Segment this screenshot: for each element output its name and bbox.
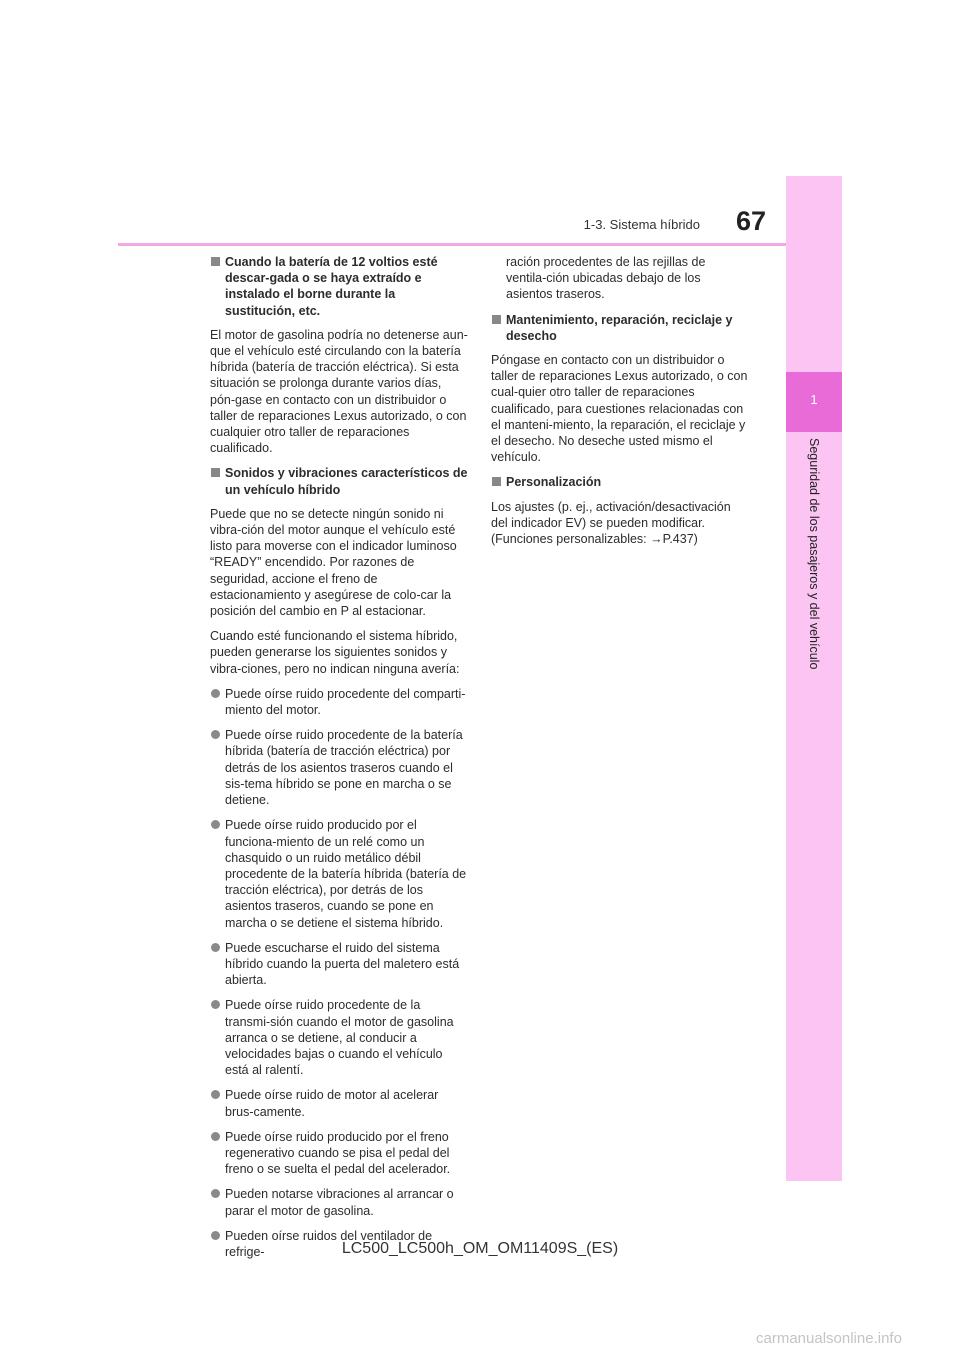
circle-bullet-icon: [211, 943, 220, 952]
square-bullet-icon: [211, 468, 220, 477]
chapter-title-vertical: [786, 438, 842, 1178]
square-bullet-icon: [492, 315, 501, 324]
circle-bullet-icon: [211, 820, 220, 829]
list-item: Puede oírse ruido de motor al acelerar brus-camente.: [210, 1087, 468, 1119]
paragraph: El motor de gasolina podría no detenerse aun-que el vehículo esté circulando con la batería híbrida (batería de tracción eléctrica). Si esta situación se prolonga durante varios días, pón-gase en contacto con un distribuidor o taller de reparaciones Lexus autorizado, o con cualquier otro taller de reparaciones cualificado.: [210, 327, 468, 456]
list-item: Puede oírse ruido procedente del comparti-miento del motor.: [210, 686, 468, 718]
circle-bullet-icon: [211, 1231, 220, 1240]
circle-bullet-icon: [211, 1132, 220, 1141]
continued-text: ración procedentes de las rejillas de ventila-ción ubicadas debajo de los asientos traseros.: [506, 255, 706, 302]
paragraph: Los ajustes (p. ej., activación/desactivación del indicador EV) se pueden modificar. (Funciones personalizables: →P.437): [491, 499, 731, 547]
section-title: 1-3. Sistema híbrido: [583, 217, 700, 232]
list-item: Puede escucharse el ruido del sistema híbrido cuando la puerta del maletero está abierta.: [210, 940, 468, 989]
circle-bullet-icon: [211, 1000, 220, 1009]
chapter-title: Seguridad de los pasajeros y del vehículo: [807, 438, 821, 670]
circle-bullet-icon: [211, 1189, 220, 1198]
circle-bullet-icon: [211, 730, 220, 739]
page-number: 67: [736, 206, 767, 236]
paragraph: Puede que no se detecte ningún sonido ni vibra-ción del motor aunque el vehículo esté listo para moverse con el indicador luminoso “READY” encendido. Por razones de seguridad, accione el freno de estacionamiento y asegúrese de colo-car la posición del cambio en P al estacionar.: [210, 506, 457, 619]
square-bullet-icon: [211, 257, 220, 266]
section-heading: Mantenimiento, reparación, reciclaje y desecho: [491, 312, 749, 344]
section-heading: Sonidos y vibraciones característicos de un vehículo híbrido: [210, 465, 468, 497]
document-code: LC500_LC500h_OM_OM11409S_(ES): [341, 1240, 619, 1257]
paragraph: Póngase en contacto con un distribuidor o taller de reparaciones Lexus autorizado, o con cual-quier otro taller de reparaciones cualificado, para cuestiones relacionadas con el manteni-miento, la reparación, el reciclaje y el desecho. No deseche usted mismo el vehículo.: [491, 353, 748, 465]
list-item: Pueden oírse ruidos del ventilador de refrige-: [210, 1228, 468, 1260]
list-item: Puede oírse ruido procedente de la transmi-sión cuando el motor de gasolina arranca o se detiene, al conducir a velocidades bajas o cuando el vehículo está al ralentí.: [210, 997, 468, 1078]
header-rule: [118, 243, 786, 246]
left-column: [210, 254, 468, 1269]
circle-bullet-icon: [211, 1090, 220, 1099]
section-heading: Personalización: [491, 474, 749, 490]
list-item: Puede oírse ruido procedente de la batería híbrida (batería de tracción eléctrica) por detrás de los asientos traseros cuando el sis-tema híbrido se pone en marcha o se detiene.: [210, 727, 468, 808]
chapter-number: 1: [810, 392, 818, 407]
section-heading: Cuando la batería de 12 voltios esté descar-gada o se haya extraído e instalado el borne durante la sustitución, etc.: [210, 254, 468, 319]
square-bullet-icon: [492, 477, 501, 486]
watermark: carmanualsonline.info: [756, 1330, 902, 1347]
paragraph: Cuando esté funcionando el sistema híbrido, pueden generarse los siguientes sonidos y vibra-ciones, pero no indican ninguna avería:: [210, 629, 460, 676]
right-column: [491, 254, 749, 556]
circle-bullet-icon: [211, 689, 220, 698]
list-item: Puede oírse ruido producido por el freno regenerativo cuando se pisa el pedal del freno o se suelta el pedal del acelerador.: [210, 1129, 468, 1178]
list-item: Pueden notarse vibraciones al arrancar o parar el motor de gasolina.: [210, 1186, 468, 1218]
list-item: Puede oírse ruido producido por el funciona-miento de un relé como un chasquido o un ruido metálico débil procedente de la batería híbrida (batería de tracción eléctrica), por detrás de los asientos traseros, cuando se pone en marcha o se detiene el sistema híbrido.: [210, 817, 468, 930]
